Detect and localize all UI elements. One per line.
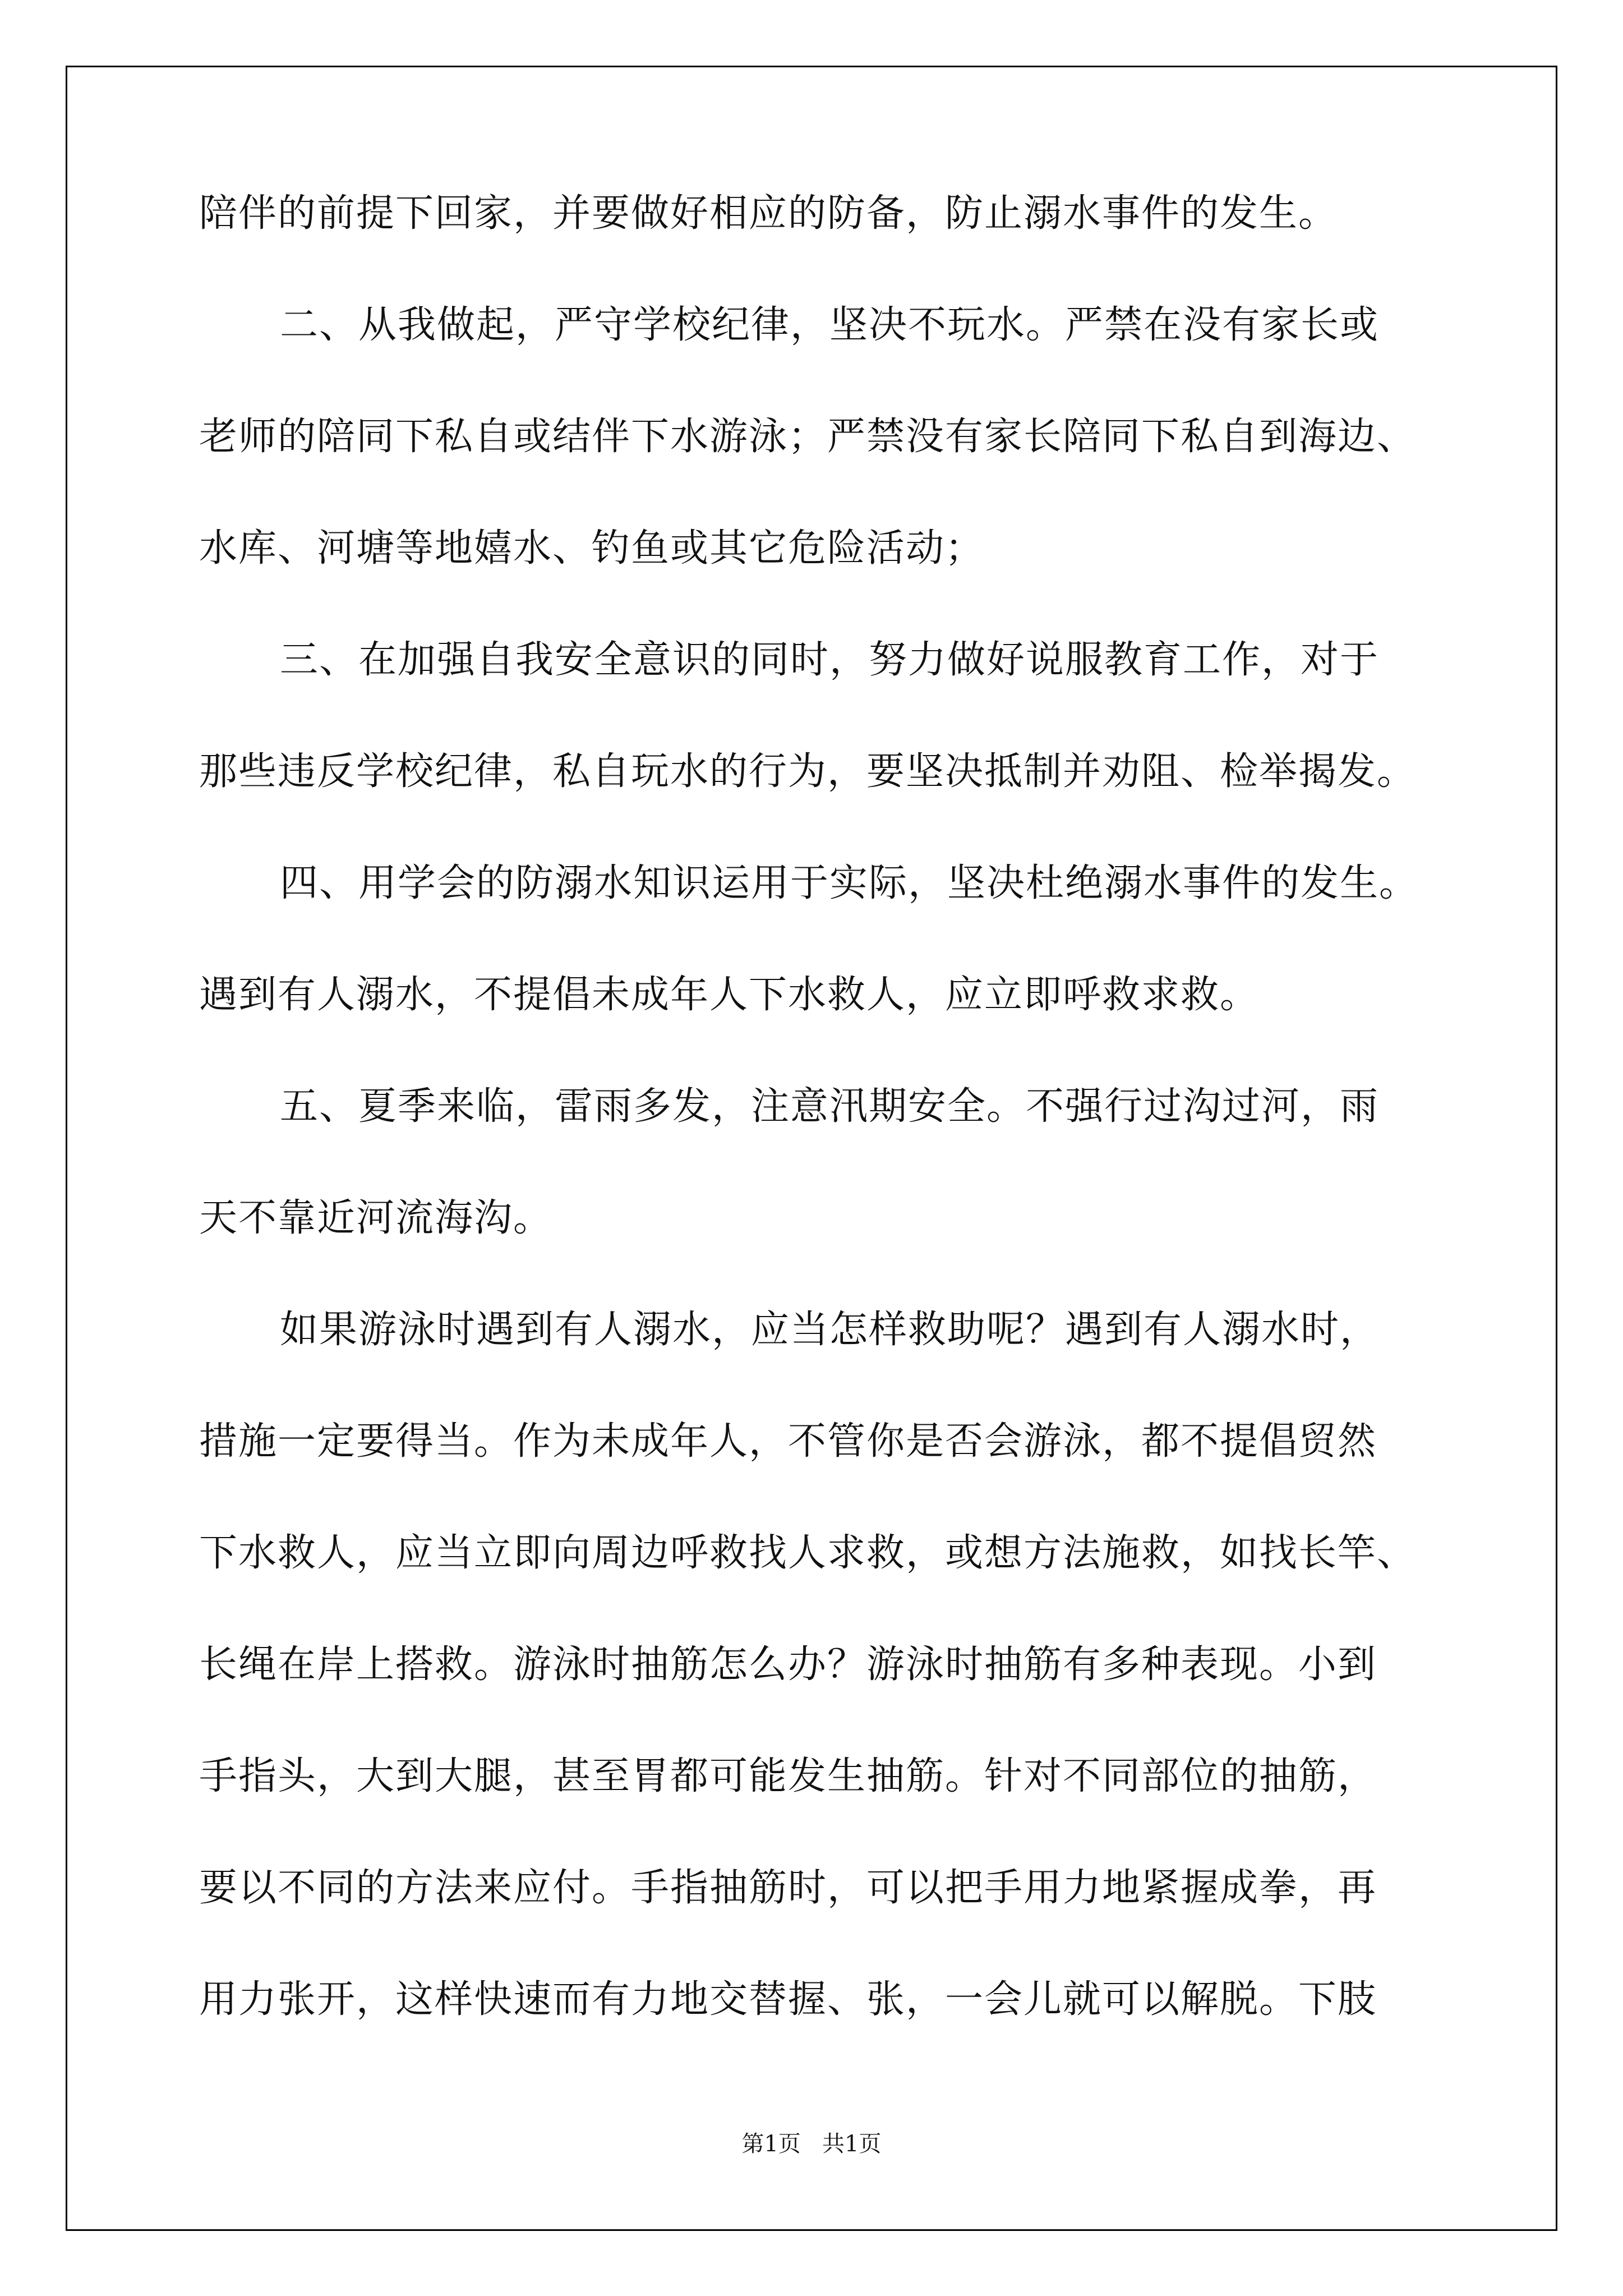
text-line: 遇到有人溺水，不提倡未成年人下水救人，应立即呼救求救。 [199, 973, 1260, 1017]
text-line: 天不靠近河流海沟。 [199, 1196, 553, 1240]
text-line: 下水救人，应当立即向周边呼救找人求救，或想方法施救，如找长竿、 [199, 1531, 1417, 1575]
text-line: 手指头，大到大腿，甚至胃都可能发生抽筋。针对不同部位的抽筋， [199, 1754, 1377, 1798]
text-line: 用力张开，这样快速而有力地交替握、张，一会儿就可以解脱。下肢 [199, 1977, 1377, 2022]
text-line: 如果游泳时遇到有人溺水，应当怎样救助呢？遇到有人溺水时， [280, 1308, 1380, 1352]
text-line: 三、在加强自我安全意识的同时，努力做好说服教育工作，对于 [280, 638, 1380, 682]
text-line: 五、夏季来临，雷雨多发，注意汛期安全。不强行过沟过河，雨 [280, 1084, 1380, 1129]
page-footer: 第1页 共1页 [741, 2131, 882, 2157]
text-line: 长绳在岸上搭救。游泳时抽筋怎么办？游泳时抽筋有多种表现。小到 [199, 1642, 1377, 1687]
text-line: 老师的陪同下私自或结伴下水游泳；严禁没有家长陪同下私自到海边、 [199, 415, 1417, 459]
text-line: 四、用学会的防溺水知识运用于实际，坚决杜绝溺水事件的发生。 [280, 861, 1419, 905]
text-line: 要以不同的方法来应付。手指抽筋时，可以把手用力地紧握成拳，再 [199, 1866, 1377, 1910]
document-body [199, 185, 1455, 2028]
text-line: 那些违反学校纪律，私自玩水的行为，要坚决抵制并劝阻、检举揭发。 [199, 749, 1417, 794]
text-line: 陪伴的前提下回家，并要做好相应的防备，防止溺水事件的发生。 [199, 191, 1338, 236]
text-line: 水库、河塘等地嬉水、钓鱼或其它危险活动； [199, 526, 985, 570]
text-line: 措施一定要得当。作为未成年人，不管你是否会游泳，都不提倡贸然 [199, 1419, 1377, 1464]
text-line: 二、从我做起，严守学校纪律，坚决不玩水。严禁在没有家长或 [280, 303, 1380, 347]
